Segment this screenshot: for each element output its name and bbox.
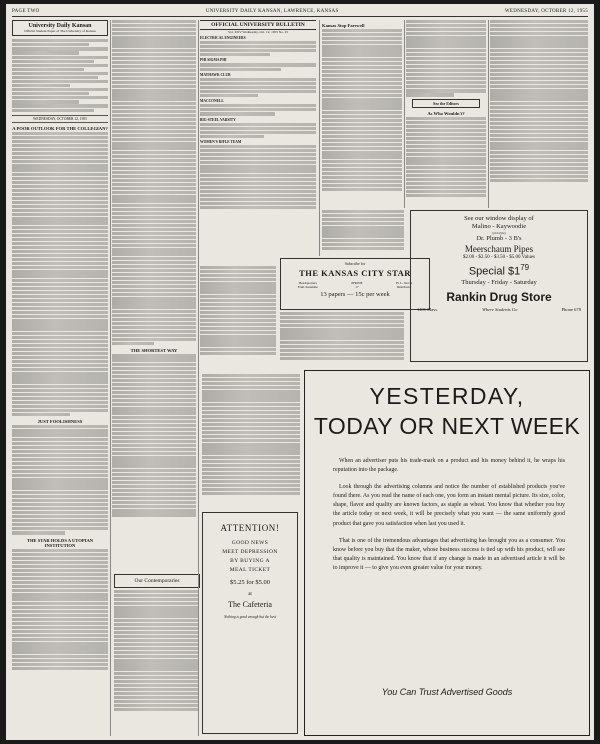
star-phone: 17 [355, 285, 359, 289]
star-distributor-name: H. L. Nevin [396, 281, 413, 285]
bulletin-title: OFFICIAL UNIVERSITY BULLETIN [200, 20, 316, 30]
ad-paragraph: When an advertiser puts his trade-mark on a product and his money behind it, he wraps his reputation into the package. [333, 458, 565, 474]
staff-box [12, 39, 108, 112]
cafe-line: MEAL TICKET [229, 567, 271, 573]
page-header [12, 6, 588, 17]
paper-name: UNIVERSITY DAILY KANSAN, LAWRENCE, KANSAS [205, 8, 339, 14]
bulletin-volume: Vol. XXV Wednesday, Oct. 12, 1955 No. 25 [228, 30, 288, 34]
drug-store-name: Rankin Drug Store [446, 289, 552, 304]
sez-the-editors-box: Sez the Editors [412, 99, 480, 108]
column-2-headline: THE SHORTEST WAY [130, 348, 178, 354]
university-bulletin [200, 20, 316, 278]
rankin-drug-ad [410, 210, 588, 362]
kansas-city-star-ad [280, 258, 430, 310]
cafeteria-ad [202, 512, 298, 734]
contemporaries-body [114, 590, 198, 736]
drug-pipes: Meerschaum Pipes [464, 244, 534, 254]
column-rule [488, 20, 489, 208]
cafe-at: at [248, 592, 252, 597]
star-subscribe: Subscribe for [344, 262, 366, 266]
star-name: THE KANSAS CITY STAR [299, 268, 411, 278]
masthead-subtitle: Official Student Paper of The University of Kansas [24, 29, 96, 33]
drug-special: Special $\$1^{79}$ [468, 263, 530, 278]
bulletin-section: BIG-STEEL VARSITY [200, 117, 236, 122]
bulletin-section: ELECTRICAL ENGINEERS [200, 36, 246, 40]
kansas-column [322, 20, 402, 208]
column-rule [110, 20, 111, 736]
editorial-date: WEDNESDAY, OCTOBER 12, 1955 [12, 115, 108, 123]
editorial-headline-1: A POOR OUTLOOK FOR THE COLLEGIAN? [12, 125, 108, 131]
editorial-body-3 [12, 549, 108, 670]
column-rule [198, 20, 199, 736]
cafe-line: MEET DEPRESSION [222, 549, 278, 555]
masthead [12, 20, 108, 36]
cafe-line: GOOD NEWS [231, 540, 269, 546]
newspaper-page [6, 4, 594, 740]
editorial-body-1 [12, 132, 108, 417]
star-distributor: Distributor [396, 285, 412, 289]
editorial-headline-3: THE STAR HOLDS A UTOPIAN INSTITUTION [26, 537, 94, 548]
mid-article-1 [322, 210, 404, 254]
ad-body [333, 457, 565, 581]
cafe-name: The Cafeteria [228, 600, 272, 609]
column-rule [404, 20, 405, 208]
right-column [490, 20, 588, 212]
ad-paragraph: That is one of the tremendous advantages that advertising has brought you as a consumer. You know before you buy that the maker, whose business success is tied up with his product, will see that quality is maintained. You know that if any change is made in an advertised article it will be to improve it — to give you even greater value for your money. [333, 537, 565, 571]
editorial-body-2 [12, 425, 108, 534]
contemporaries-box: Our Contemporaries [114, 574, 200, 588]
drug-address: 1101 Mass. [417, 306, 439, 312]
mid-article-3 [280, 312, 404, 368]
lower-article [202, 374, 300, 508]
drug-line-2: Malino - Kaywoodie [471, 223, 527, 230]
drug-tagline: Where Students Go [482, 306, 518, 312]
cafe-attention: ATTENTION! [220, 523, 280, 533]
ad-paragraph: Look through the advertising columns and notice the number of established products you've found there. As you read the name of each one, you form an instant mental picture. Its size, color, shape, flavor and quality are known factors, as staple as wheat. You know that whether you buy the article today or next week, it will be precisely what you want — the same uniformly good product that gave you satisfaction when last you used it. [333, 484, 565, 527]
cafe-line: BY BUYING A [230, 558, 270, 564]
editorial-column [12, 20, 108, 736]
mid-article-2 [200, 266, 276, 366]
editorial-headline-2: JUST FOOLISHNESS [37, 419, 83, 425]
editors-column [406, 20, 486, 208]
bulletin-section: WOMEN'S RIFLE TEAM [200, 139, 242, 144]
drug-phone: Phone 678 [561, 306, 581, 312]
drug-line-1: See our window display of [464, 215, 534, 222]
ad-footer: You Can Trust Advertised Goods [381, 687, 513, 697]
bulletin-section: MAYHAWK CLUB [200, 72, 231, 77]
advertised-goods-ad [304, 370, 590, 736]
column-2-body [112, 20, 196, 345]
editors-headline: As Who Wouldn't? [427, 110, 465, 116]
cafe-tagline: Nothing is good enough but the best [224, 615, 276, 619]
drug-days: Thursday - Friday - Saturday [461, 278, 537, 286]
drug-small: (old style) [492, 231, 506, 235]
cafe-price: $5.25 for $5.00 [229, 579, 271, 586]
bulletin-section: PHI SIGMA PHI [200, 58, 227, 63]
header-date: WEDNESDAY, OCTOBER 12, 1955 [504, 8, 588, 14]
drug-line-3: Dr. Plumb - 3 B's [476, 235, 522, 242]
drug-prices: $2.00 - $2.50 - $3.50 - $5.00 Values [463, 255, 535, 260]
star-location: Fruit-Sunshine [297, 285, 318, 289]
kansas-headline: Kansas Stop Farewell [322, 23, 365, 28]
masthead-title: University Daily Kansan [28, 23, 92, 29]
column-rule [319, 20, 320, 256]
star-phone-label: PHONE [351, 281, 363, 285]
ad-headline-1: YESTERDAY, [369, 383, 525, 409]
bulletin-section: MACCONELL [200, 99, 224, 104]
ad-headline-2: TODAY OR NEXT WEEK [313, 413, 581, 439]
column-2-body-2 [112, 354, 196, 516]
star-headquarters: Headquarters [298, 281, 317, 285]
star-price: 13 papers — 15c per week [320, 291, 390, 298]
page-number: PAGE TWO [12, 8, 40, 14]
